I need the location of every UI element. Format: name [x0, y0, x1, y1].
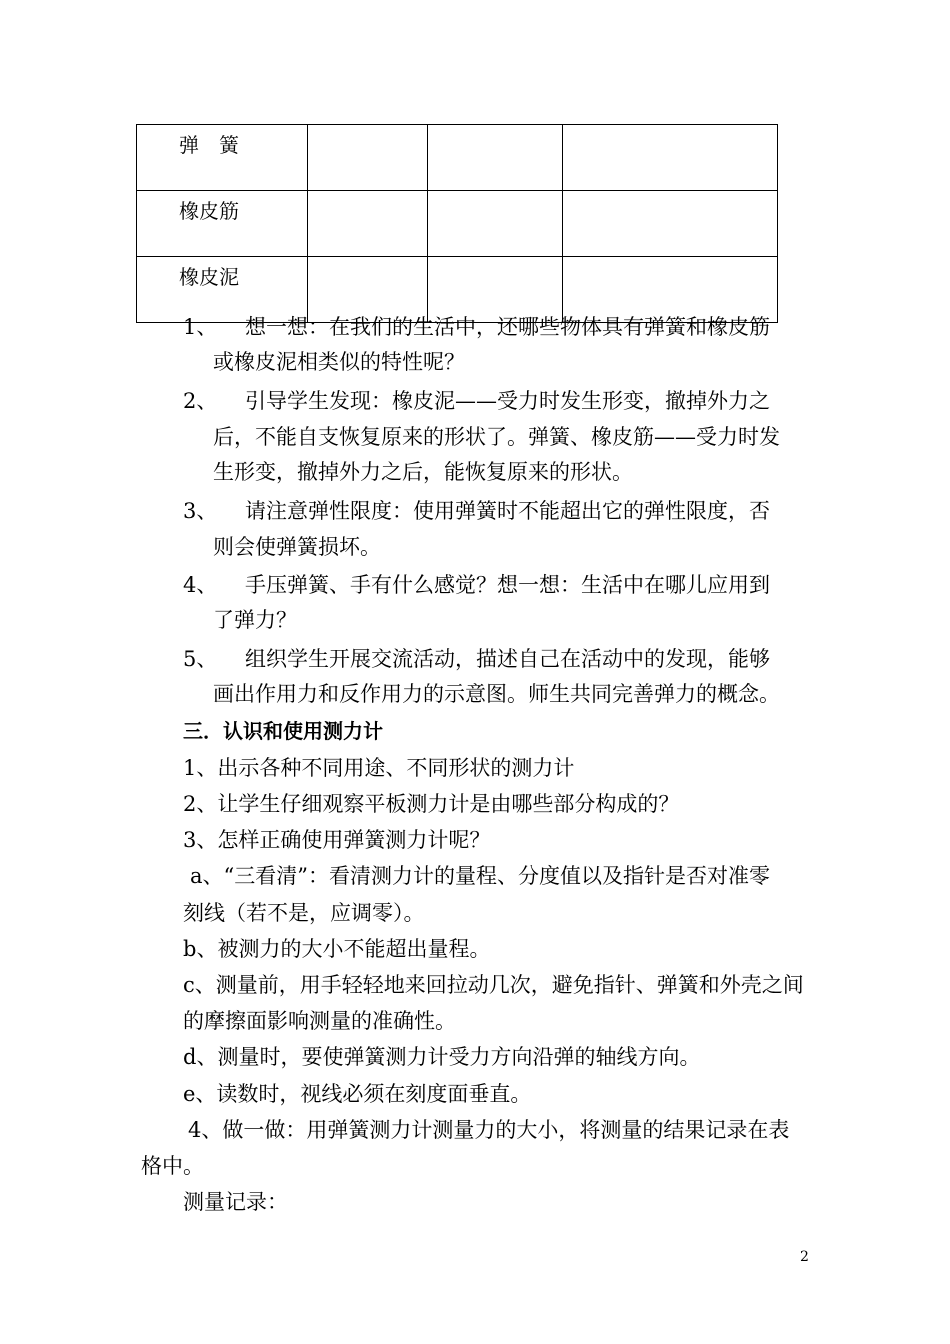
paragraph: 3、怎样正确使用弹簧测力计呢？ — [183, 828, 491, 852]
item-continuation: 或橡皮泥相类似的特性呢？ — [213, 350, 465, 374]
item-continuation: 则会使弹簧损坏。 — [213, 535, 381, 559]
paragraph: c、测量前，用手轻轻地来回拉动几次，避免指针、弹簧和外壳之间 — [183, 973, 804, 997]
table-row — [137, 191, 778, 257]
item-number: 4、 — [183, 573, 218, 597]
item-number: 2、 — [183, 389, 218, 413]
item-number: 1、 — [183, 315, 218, 339]
paragraph: 刻线（若不是，应调零）。 — [183, 901, 425, 925]
row-label-plasticine: 橡皮泥 — [137, 257, 308, 323]
item-continuation: 画出作用力和反作用力的示意图。师生共同完善弹力的概念。 — [213, 682, 780, 706]
paragraph: 4、做一做：用弹簧测力计测量力的大小，将测量的结果记录在表 — [188, 1118, 790, 1142]
page-number: 2 — [800, 1249, 809, 1265]
paragraph: a、“三看清”：看清测力计的量程、分度值以及指针是否对准零 — [190, 864, 770, 888]
item-continuation: 生形变，撤掉外力之后，能恢复原来的形状。 — [213, 460, 633, 484]
table-cell — [563, 125, 778, 191]
item-text: 组织学生开展交流活动，描述自己在活动中的发现，能够 — [245, 647, 770, 671]
item-number: 3、 — [183, 499, 218, 523]
item-text: 请注意弹性限度：使用弹簧时不能超出它的弹性限度，否 — [245, 499, 770, 523]
table-cell — [308, 191, 428, 257]
list-item-1 — [183, 313, 770, 341]
paragraph: 测量记录： — [183, 1190, 288, 1214]
list-item-2 — [183, 387, 770, 415]
table-row — [137, 125, 778, 191]
item-text: 手压弹簧、手有什么感觉？想一想：生活中在哪儿应用到 — [245, 573, 770, 597]
item-text: 引导学生发现：橡皮泥——受力时发生形变，撤掉外力之 — [245, 389, 770, 413]
paragraph: 1、出示各种不同用途、不同形状的测力计 — [183, 756, 575, 780]
paragraph: 格中。 — [141, 1154, 204, 1178]
table-cell — [308, 125, 428, 191]
list-item-5 — [183, 645, 770, 673]
item-text: 想一想：在我们的生活中，还哪些物体具有弹簧和橡皮筋 — [245, 315, 770, 339]
row-label-spring: 弹 簧 — [137, 125, 308, 191]
paragraph: b、被测力的大小不能超出量程。 — [183, 937, 491, 961]
properties-table — [136, 124, 778, 323]
paragraph: 的摩擦面影响测量的准确性。 — [183, 1009, 456, 1033]
table-cell — [563, 191, 778, 257]
row-label-rubber-band: 橡皮筋 — [137, 191, 308, 257]
item-continuation: 后，不能自支恢复原来的形状了。弹簧、橡皮筋——受力时发 — [213, 425, 780, 449]
item-continuation: 了弹力？ — [213, 608, 297, 632]
section-heading: 三．认识和使用测力计 — [183, 719, 383, 743]
paragraph: e、读数时，视线必须在刻度面垂直。 — [183, 1082, 532, 1106]
list-item-4 — [183, 571, 770, 599]
paragraph: d、测量时，要使弹簧测力计受力方向沿弹的轴线方向。 — [183, 1045, 701, 1069]
table-cell — [428, 191, 563, 257]
table-cell — [428, 125, 563, 191]
list-item-3 — [183, 497, 770, 525]
paragraph: 2、让学生仔细观察平板测力计是由哪些部分构成的？ — [183, 792, 680, 816]
item-number: 5、 — [183, 647, 218, 671]
